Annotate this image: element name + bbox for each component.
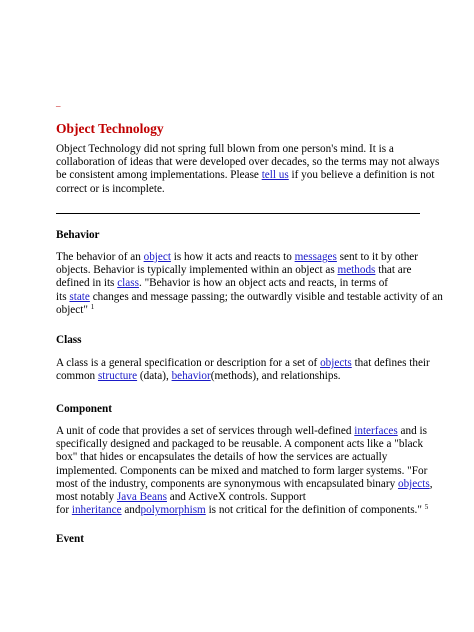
- component-text: and ActiveX controls. Support: [166, 491, 306, 504]
- behavior-text: changes and message passing; the outwardly visible and testable activity of an: [89, 290, 443, 303]
- class-text: that defines their: [351, 357, 430, 369]
- event-heading: Event: [56, 533, 84, 545]
- class-text: (methods), and relationships.: [210, 370, 341, 383]
- behavior-text: objects. Behavior is typically implemented within an object as: [56, 264, 338, 277]
- state-link[interactable]: state: [69, 290, 90, 303]
- behavior-line: [56, 251, 443, 264]
- component-line: [56, 425, 432, 438]
- intro-line: correct or is incomplete.: [56, 182, 165, 195]
- footnote-ref: 1: [90, 302, 95, 311]
- top-mark: –: [56, 101, 61, 111]
- behavior-heading: Behavior: [56, 229, 100, 241]
- object-link[interactable]: object: [143, 251, 171, 263]
- behavior-text: that are: [375, 264, 412, 277]
- class-text: A class is a general specification or description for a set of: [56, 357, 321, 369]
- intro-paragraph: [56, 143, 439, 196]
- behavior-line: [56, 304, 443, 317]
- interfaces-link[interactable]: interfaces: [354, 425, 398, 437]
- component-heading: Component: [56, 403, 112, 415]
- footnote-ref: 5: [424, 503, 429, 512]
- class-text: common: [56, 370, 98, 383]
- behavior-text: its: [56, 290, 70, 303]
- class-line: [56, 357, 430, 370]
- component-text: ,: [429, 477, 433, 490]
- component-text: most notably: [56, 491, 117, 504]
- component-text: and is: [397, 425, 427, 437]
- behavior-line: [56, 277, 443, 290]
- class-line: [56, 370, 430, 383]
- component-text: is not critical for the definition of components.": [205, 504, 425, 517]
- intro-text: be consistent among implementations. Please: [56, 169, 262, 182]
- behavior-line: [56, 291, 443, 304]
- component-line: [56, 504, 432, 517]
- component-text: and: [121, 504, 141, 517]
- component-line: implemented. Components can be mixed and matched to form larger systems. "For: [56, 464, 428, 477]
- inheritance-link[interactable]: inheritance: [71, 504, 122, 517]
- class-text: (data),: [137, 370, 172, 383]
- class-heading: Class: [56, 334, 82, 346]
- horizontal-rule: [56, 213, 420, 214]
- tell-us-link[interactable]: tell us: [261, 169, 289, 182]
- intro-text: if you believe a definition is not: [288, 169, 435, 182]
- component-line: [56, 491, 432, 504]
- component-line: specifically designed and packaged to be reusable. A component acts like a "black: [56, 438, 424, 451]
- polymorphism-link[interactable]: polymorphism: [140, 504, 206, 517]
- structure-link[interactable]: structure: [97, 370, 138, 383]
- behavior-text: defined in its: [56, 277, 118, 290]
- component-line: [56, 478, 432, 491]
- component-line: box" that hides or encapsulates the details of how the services are actually: [56, 451, 388, 464]
- messages-link[interactable]: messages: [294, 251, 337, 263]
- behavior-text: The behavior of an: [56, 251, 144, 263]
- page-title: Object Technology: [56, 121, 164, 136]
- component-paragraph: [56, 425, 432, 517]
- behavior-text: . "Behavior is how an object acts and reacts, in terms of: [138, 277, 389, 290]
- class-paragraph: [56, 357, 430, 383]
- methods-link[interactable]: methods: [337, 264, 376, 277]
- behavior-link[interactable]: behavior: [171, 370, 211, 383]
- intro-line: [56, 169, 439, 182]
- behavior-paragraph: [56, 251, 443, 317]
- java-beans-link[interactable]: Java Beans: [116, 491, 167, 504]
- component-text: A unit of code that provides a set of services through well-defined: [56, 425, 355, 437]
- behavior-text: is how it acts and reacts to: [170, 251, 295, 263]
- component-text: most of the industry, components are synonymous with encapsulated binary: [56, 477, 398, 490]
- behavior-line: [56, 264, 443, 277]
- intro-line: collaboration of ideas that were developed over decades, so the terms may not always: [56, 156, 440, 169]
- component-text: for: [56, 504, 72, 517]
- intro-line: Object Technology did not spring full blown from one person's mind. It is a: [56, 143, 394, 155]
- behavior-text: sent to it by other: [336, 251, 418, 263]
- objects-link[interactable]: objects: [397, 477, 430, 490]
- class-link[interactable]: class: [117, 277, 139, 290]
- objects-link[interactable]: objects: [320, 357, 352, 369]
- behavior-text: object": [56, 303, 91, 316]
